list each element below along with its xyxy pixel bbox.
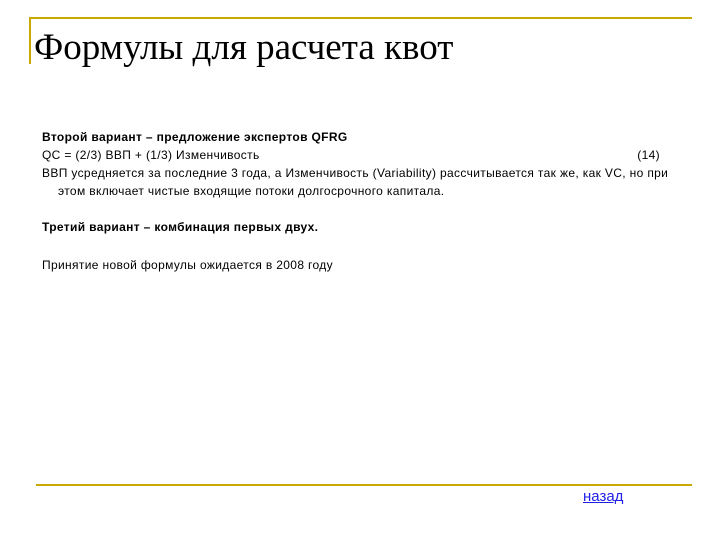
back-link[interactable]: назад xyxy=(583,488,624,505)
formula-number: (14) xyxy=(637,148,660,162)
slide-content xyxy=(42,128,672,274)
slide-title: Формулы для расчета квот xyxy=(34,27,454,68)
formula-row xyxy=(42,146,672,164)
left-accent-line xyxy=(29,17,31,64)
bottom-accent-line xyxy=(36,484,692,486)
top-accent-line xyxy=(29,17,692,19)
formula-explanation: ВВП усредняется за последние 3 года, а Изменчивость (Variability) рассчитывается так же, как VC, но при этом включает чистые входящие потоки долгосрочного капитала. xyxy=(42,166,669,198)
formula-text: QC = (2/3) ВВП + (1/3) Изменчивость xyxy=(42,148,260,162)
second-option-heading: Второй вариант – предложение экспертов QFRG xyxy=(42,130,348,144)
adoption-note: Принятие новой формулы ожидается в 2008 году xyxy=(42,258,333,272)
third-option-heading: Третий вариант – комбинация первых двух. xyxy=(42,220,319,234)
